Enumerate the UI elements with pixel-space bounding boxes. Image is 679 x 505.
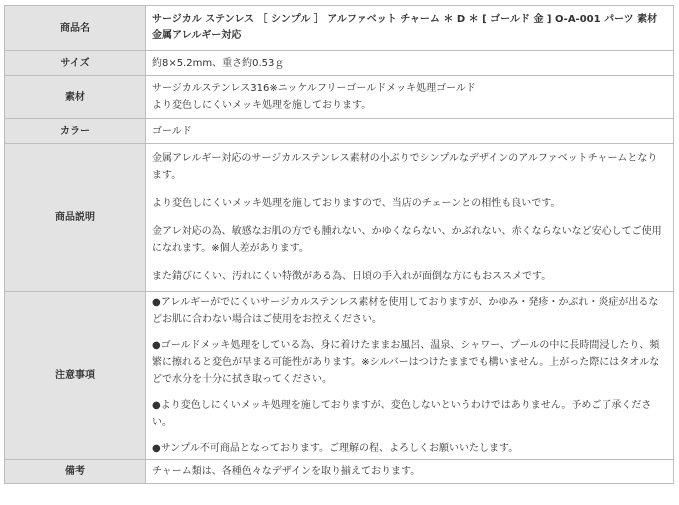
description-paragraph: 金属アレルギー対応のサージカルステンレス素材の小ぶりでシンプルなデザインのアルファベットチャームとなります。 [152, 153, 658, 181]
label-color: カラー [5, 119, 146, 144]
notes-paragraph: ●アレルギーがでにくいサージカルステンレス素材を使用しておりますが、かゆみ・発疹・かぶれ・炎症が出るなどお肌に合わない場合はご使用をお控えください。 [152, 297, 659, 325]
value-material [146, 76, 674, 119]
material-line: サージカルステンレス316※ニッケルフリーゴールドメッキ処理ゴールド [152, 83, 476, 94]
description-paragraph: また錆びにくい、汚れにくい特徴がある為、日頃の手入れが面倒な方にもおススメです。 [152, 271, 552, 282]
row-material [5, 76, 674, 119]
row-product-name [5, 6, 674, 51]
row-color [5, 119, 674, 144]
notes-paragraph: ●より変色しにくいメッキ処理を施しておりますが、変色しないというわけではありません。予めご了承ください。 [152, 400, 652, 428]
label-remarks: 備考 [5, 460, 146, 484]
description-paragraph: より変色しにくいメッキ処理を施しておりますので、当店のチェーンとの相性も良いです。 [152, 198, 561, 209]
label-product-name: 商品名 [5, 6, 146, 51]
row-description [5, 144, 674, 292]
row-remarks [5, 460, 674, 484]
label-material: 素材 [5, 76, 146, 119]
label-notes: 注意事項 [5, 292, 146, 460]
product-name-text: サージカル ステンレス ［ シンプル ］ アルファベット チャーム ＊ D ＊ [ ゴールド 金 ] O-A-001 パーツ 素材 金属アレルギー対応 [152, 14, 658, 41]
value-notes [146, 292, 674, 460]
value-product-name [146, 6, 674, 51]
material-line: より変色しにくいメッキ処理を施しております。 [152, 100, 372, 111]
label-size: サイズ [5, 51, 146, 76]
row-notes [5, 292, 674, 460]
label-description: 商品説明 [5, 144, 146, 292]
value-size: 約8×5.2mm、重さ約0.53ｇ [146, 51, 674, 76]
value-color: ゴールド [146, 119, 674, 144]
value-description [146, 144, 674, 292]
notes-paragraph: ●ゴールドメッキ処理をしている為、身に着けたままお風呂、温泉、シャワー、プールの中に長時間浸したり、頻繁に擦れると変色が早まる可能性があります。※シルバーはつけたままでも構いません。上がった際にはタオルなどで水分を十分に拭き取ってください。 [152, 340, 660, 385]
description-paragraph: 金アレ対応の為、敏感なお肌の方でも腫れない、かゆくならない、かぶれない、赤くならないなど安心してご使用になれます。※個人差があります。 [152, 226, 662, 254]
value-remarks: チャーム類は、各種色々なデザインを取り揃えております。 [146, 460, 674, 484]
notes-paragraph: ●サンプル不可商品となっております。ご理解の程、よろしくお願いいたします。 [152, 443, 519, 454]
product-spec-table [4, 5, 674, 484]
row-size [5, 51, 674, 76]
